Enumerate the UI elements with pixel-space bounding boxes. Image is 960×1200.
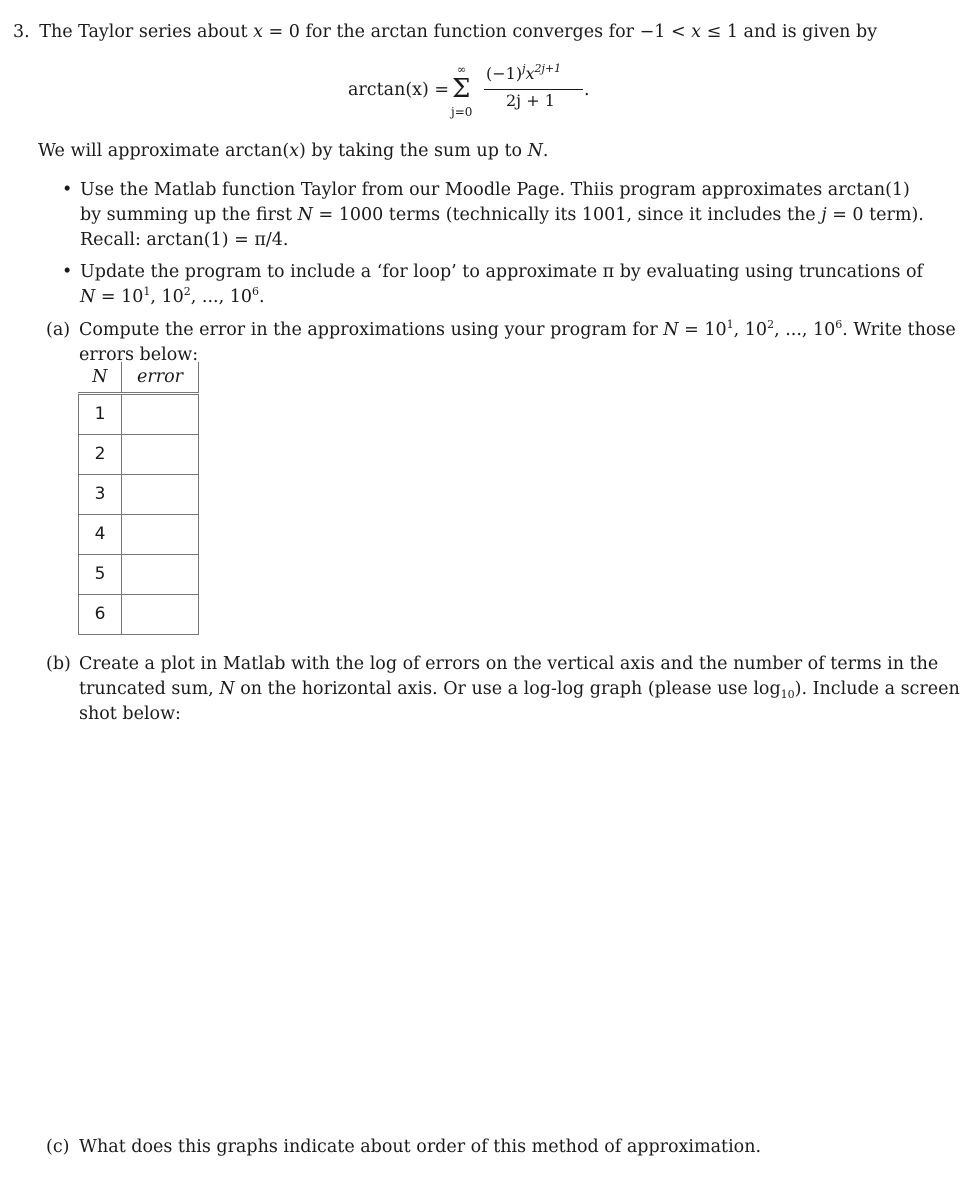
sum-upper-limit: ∞ xyxy=(457,63,467,76)
part-c-text: What does this graphs indicate about order of this method of approximation. xyxy=(79,1137,762,1157)
part-b-line-3: shot below: xyxy=(79,704,181,724)
table-header-error: error xyxy=(122,362,199,394)
table-row xyxy=(79,394,199,435)
sum-lower-limit: j=0 xyxy=(451,105,473,119)
part-a-label: (a) xyxy=(46,320,71,340)
error-cell[interactable] xyxy=(122,555,199,595)
error-cell[interactable] xyxy=(122,515,199,555)
part-a-line-1: Compute the error in the approximations using your program for $N = 10^1$, $10^2$, ..., $10^6$. Write those xyxy=(79,318,956,340)
error-table xyxy=(78,362,199,635)
formula-period: . xyxy=(584,80,590,100)
row-n: 5 xyxy=(79,555,122,595)
error-cell[interactable] xyxy=(122,394,199,435)
part-b-line-2: truncated sum, N on the horizontal axis. Or use a log-log graph (please use $\log_{10}$). Include a screen xyxy=(79,679,960,701)
table-row xyxy=(79,595,199,635)
row-n: 4 xyxy=(79,515,122,555)
row-n: 3 xyxy=(79,475,122,515)
table-row xyxy=(79,555,199,595)
part-c-label: (c) xyxy=(46,1137,70,1157)
taylor-formula xyxy=(348,64,608,124)
bullet-1-line-3: Recall: arctan(1) = π/4. xyxy=(80,230,289,250)
error-cell[interactable] xyxy=(122,595,199,635)
approx-sentence: We will approximate arctan(x) by taking the sum up to N. xyxy=(38,141,549,161)
formula-lhs: arctan(x) = xyxy=(348,80,450,100)
row-n: 1 xyxy=(79,394,122,435)
part-b-label: (b) xyxy=(46,654,71,674)
formula-numerator: $(-1)^jx^{2j+1}$ xyxy=(486,62,562,83)
row-n: 2 xyxy=(79,435,122,475)
error-cell[interactable] xyxy=(122,435,199,475)
fraction-bar xyxy=(484,89,583,90)
sum-symbol: Σ xyxy=(452,74,471,104)
error-cell[interactable] xyxy=(122,475,199,515)
row-n: 6 xyxy=(79,595,122,635)
bullet-dot: • xyxy=(62,262,73,282)
part-a-line-2: errors below: xyxy=(79,345,199,365)
bullet-1-line-2: by summing up the first N = 1000 terms (technically its 1001, since it includes the j = 0 term). xyxy=(80,205,924,225)
formula-denominator: 2j + 1 xyxy=(506,91,555,110)
bullet-2-line-1: Update the program to include a ‘for loop’ to approximate π by evaluating using truncations of xyxy=(80,262,924,282)
bullet-1-line-1: Use the Matlab function Taylor from our Moodle Page. Thiis program approximates arctan(1) xyxy=(80,180,910,200)
screenshot-answer-area[interactable] xyxy=(79,740,898,1120)
table-row xyxy=(79,515,199,555)
bullet-dot: • xyxy=(62,180,73,200)
problem-intro: 3. The Taylor series about x = 0 for the arctan function converges for −1 < x ≤ 1 and is given by xyxy=(13,22,878,42)
part-b-line-1: Create a plot in Matlab with the log of errors on the vertical axis and the number of terms in the xyxy=(79,654,939,674)
table-row xyxy=(79,435,199,475)
problem-number: 3. xyxy=(13,22,30,42)
table-row xyxy=(79,475,199,515)
table-header-n: N xyxy=(79,362,122,394)
bullet-2-line-2: $N = 10^1$, $10^2$, ..., $10^6$. xyxy=(80,285,265,307)
